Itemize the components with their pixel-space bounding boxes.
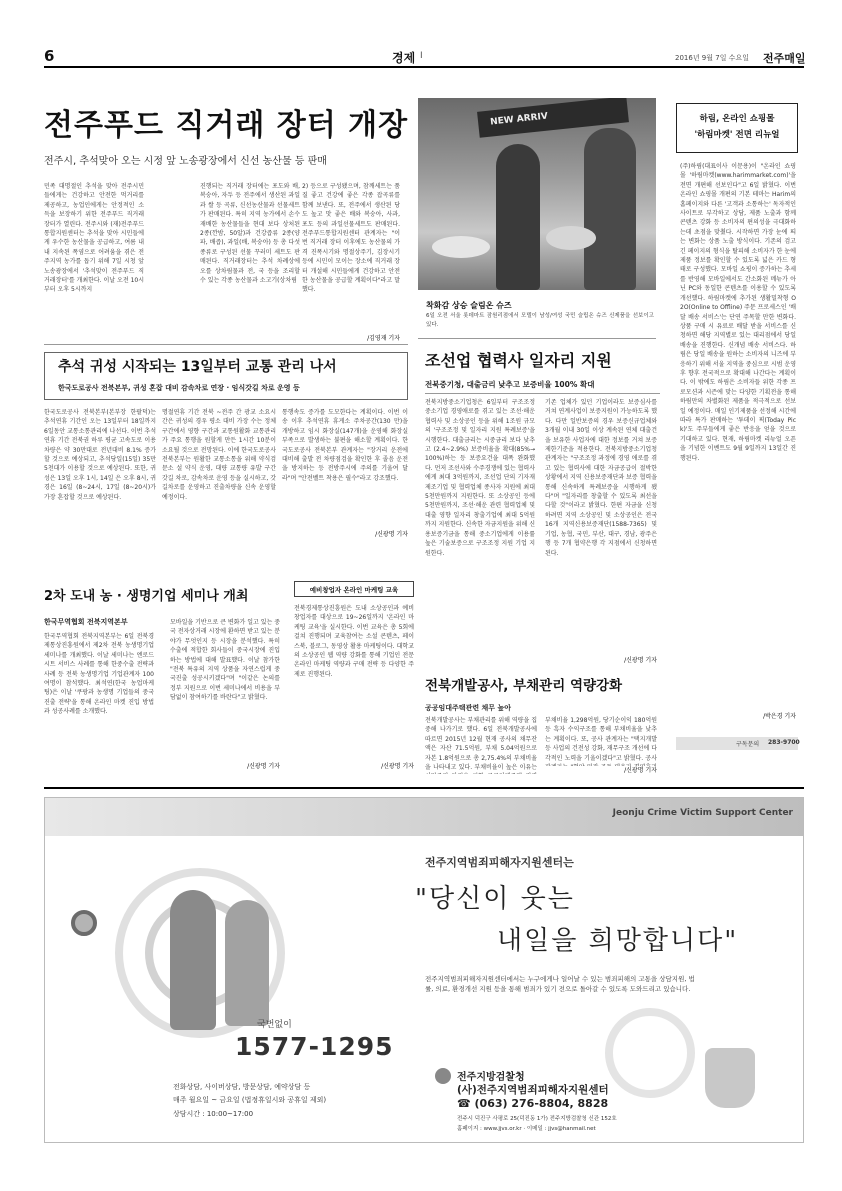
- public-byline: /신광명 기자: [624, 767, 657, 774]
- side-title-1: 하림, 온라인 쇼핑몰: [699, 114, 775, 124]
- seminar-col-1: 한국무역협회 전북지역본부는 6일 전북경제통상진흥원에서 제2차 전북 농생명기업 세미나를 개최했다. 이날 세미나는 엔로드시트 서비스 사례를 통해 한중수출 전략과 사례 등 전북 농생명기업 기업관계자 100여명이 참석했다. 최석연(한국 농업마케팅)은 이날 '쿠팡과 농생명 기업들의 중국 진출 전략'을 통해 온라인 마켓 진입 방법과 성공사례를 소개했다.: [44, 633, 154, 716]
- page-number: 6: [44, 47, 55, 65]
- traffic-col-1: 한국도로공사 전북본부(본부장 한팔덕)는 추석연휴 기간인 오는 13일부터 18일까지 6일동안 교통소통관리에 나선다. 이번 추석연휴 기간 전북권 하루 평균 고속도로 이용차량은 약 30만대로 전년대비 8.1% 증가할 것으로 예상되고, 추석당일(15일) 35만5천대가 이용할 것으로 예상된다. 또한, 귀성은 13일 오후 1시, 14일 은 오후 8시, 귀경은 16일 (8~24시, 17일 (8~20시)가 가장 혼잡할 것으로 예상된다.: [44, 409, 156, 501]
- ad-intro: 전주지역범죄피해자지원센터는: [425, 856, 574, 869]
- news-photo: [418, 98, 656, 290]
- shoe-1: [432, 236, 490, 258]
- ad-separator: [44, 787, 804, 789]
- photo-caption: 6일 오전 서울 롯데마트 잠원리점에서 모델이 남성/여성 국민 슬립온 슈즈 신제품을 선보이고 있다.: [426, 313, 654, 329]
- lead-col-3: 2) 등으로 구성됐으며, 참깨세트는 품질 좋고 건강에 좋은 각종 잡곡류를 함께 보낸다. 또, 전주에서 생산된 당도 높고 맛 좋은 배와 복숭아, 사과, 포도 등의 과일선물세트도 판매된다. 전주푸드통합지원센터 관계자는 "이번 직거래 장터 이후에도 농산물의 가격 진폭시기와 명절상주기, 김장시기 등에 시민이 모이는 장소에 직거래 장터 개설해 시민들에게 건강하고 안전한 농산물을 공급할 계획이다"라고 말했다.: [302, 183, 400, 294]
- job-headline: 조선업 협력사 일자리 지원: [425, 351, 612, 370]
- job-col-2: 기존 업체가 있던 기업이라도 보증심사를 거쳐 연계사업이 보증지원이 가능하도록 했다. 다만 일반보증의 경우 보증신규업체와 3개월 이내 30일 이상 계속된 연체 대출건을 보유한 사업자에 대한 정보를 거쳐 보증 제한기준을 적용한다. 전북지방중소기업청 관계자는 "구조조정 과정에 경영 애로를 겪고 있는 협력사에 대한 자금공급이 절박한 상황에서 지역 신용보증재단과 보증 협력을 통해 신속하게 특례보증을 시행하게 됐다"며 "일자리를 창출할 수 있도록 최선을 다할 것"이라고 밝혔다. 한편 자금을 신청하려면 지역 소상공인 및 소상공인은 전국 16개 지역신용보증재단(1588-7365) 및 기업, 농협, 국민, 부산, 대구, 경남, 광주은행 등 7개 협약은행 각 지점에서 신청하면 된다.: [545, 399, 657, 557]
- ad-quote-line-1: "당신이 웃는: [415, 884, 575, 914]
- section-mark: Ⅰ: [420, 51, 423, 61]
- photo-rule: [418, 338, 656, 339]
- hotline-label: 국번없이: [257, 1020, 292, 1030]
- service-days: 매주 월요일 ~ 금요일 (법정휴일시와 공휴일 제외): [173, 1096, 327, 1104]
- subscription-label: 구독문의: [736, 741, 760, 748]
- side-byline: /박은경 기자: [763, 713, 796, 720]
- child-girl: [225, 900, 269, 1026]
- traffic-byline: /신광명 기자: [375, 531, 408, 538]
- side-text: (주)하림(대표이사 이문용)이 "온라인 쇼핑몰 '하림마켓(www.harimmarket.com)'을 전면 개편해 선보인다"고 6일 밝혔다. 이번 온라인 쇼핑몰 개편의 기본 테마는 Harim의 홈페이지와 다른 '고객과 소통하는' 독자적인 사이트로 부각하고 상담, 제품 노출과 함께 콘텐츠 강화 등 소비자의 편의성을 극대화하는데 초점을 맞췄다. 시작하면 가장 눈에 띄는 변화는 상품 노출 방식이다. 기존의 검고 긴 페이지의 형식을 탈피해 소비자가 한 눈에 제품 정보를 확인할 수 있도록 넓은 카드 형태로 구성했다. 모바일 쇼핑이 증가하는 추세를 반영해 모바일에서도 간소화된 메뉴가 아닌 PC와 동일한 콘텐츠를 이용할 수 있도록 개선했다. 하림마켓에 추가된 생활밀착형 O2O(Online to Offline) 주문 프로세스인 '배달 배송 서비스'는 단연 주목할 만한 변화다. 상품 구매 시 유료로 배달 받을 서비스를 신청하면 해당 지역별로 있는 대리점에서 당일 배송을 진행한다. 신개념 배송 서비스다. 하림은 당일 배송을 원하는 소비자의 니즈에 부응하기 위해 서울 지역을 중심으로 시범 운영 후 향후 전국적으로 확대해 나간다는 계획이다. 이 밖에도 하림은 소비자들 위한 각종 프로모션과 시즌에 맞는 다양한 기획전을 통해 하림만의 차별화된 제품을 적극적으로 선보일 예정이다. 매일 인기제품을 선정해 시간에 따라 특가 판매하는 '투데이 픽(Today Pick)'도 주부들에게 좋은 반응을 얻을 것으로 기대하고 있다. 현재, 하림마켓 리뉴얼 오픈을 기념한 이벤트도 9월 9일까지 13일간 진행된다.: [680, 163, 796, 462]
- hotline-number: 1577-1295: [235, 1032, 394, 1061]
- seminar-col-2: 모바일을 기반으로 큰 변화가 일고 있는 중국 전자상거래 시장에 환하면 받고 있는 분야가 무엇인지 등 시장을 분석했다. 특히 수출에 적합한 회사들이 중국시장에 진입하는 방법에 대해 발표했다. 이날 참가한 "전북 특유의 지역 상품을 자연스럽게 중국진출 성공시키겠다"며 "이같은 논의를 정부 지원으로 이번 세미나에서 비용을 부담없이 참여하기를 바란다"고 밝혔다.: [170, 619, 280, 702]
- lead-col-1: 민족 대명절인 추석을 맞아 전주시민들에게는 건강하고 안전한 먹거리를 제공하고, 농업인에게는 안정적인 소득을 보장하기 위한 전주푸드 직거래장터가 열린다. 전주시와 (재)전주푸드통합지원센터는 추석을 맞아 시민들에게 우수한 농산물을 공급하고, 여름 내내 지속된 폭염으로 어려움을 겪은 전주지역 농가를 돕기 위해 7일 시청 앞 노송광장에서 '추석맞이 전주푸드 직거래장터'를 개최한다. 이날 오전 10시부터 오후 5시까지: [44, 183, 144, 294]
- marketing-byline: /신광명 기자: [381, 763, 414, 770]
- ad-ring-3: [605, 1008, 695, 1098]
- marketing-title: 예비창업자 온라인 마케팅 교육: [309, 586, 399, 594]
- traffic-subhead: 한국도로공사 전북본부, 귀성 혼잡 대비 감속차로 연장 · 임식갓길 차로 운영 등: [58, 384, 300, 392]
- public-col-1: 전북개발공사는 부채관리를 위해 역량을 집중해 나가기로 했다. 6일 전북개발공사에 따르면 2015년 12월 현재 공사의 채무잔액은 자산 71.5억원, 부채 5.04억원으로 자본 1.8억원으로 총 2,75.4%의 부채비율을 나타내고 있다. 부채비율이 높은 이유는: [425, 717, 537, 772]
- photo-caption-title: 착화감 상승 슬림온 슈즈: [426, 301, 512, 310]
- lead-col-2: 진행되는 직거래 장터에는 포도와 배, 복숭아, 자두 등 전주에서 생산된 과일과 쌀 등 곡류, 신선농산물과 선물세트가 판매된다. 특히 지역 농가에서 손수 재배한 농산물들을 현대 보다 상처된 2종(깐밤, 50알)과 건강즙류 2종(양파, 배즙), 과일(배, 복숭아) 등 총 다섯 종류로 구성된 선물 꾸러미 세트도 판매된다. 직거래장터는 추석 차례상에 오를 상차림물과 전, 국 등을 조리할 수 있는 각종 농산물과 소고기(상차림: [200, 183, 300, 285]
- traffic-top-rule: [44, 344, 408, 345]
- header-rule: [44, 66, 804, 68]
- lead-subhead: 전주시, 추석맞아 오는 시정 앞 노송광장에서 신선 농산물 등 판매: [44, 156, 327, 167]
- service-hours: 상담시간 : 10:00~17:00: [173, 1110, 254, 1118]
- seminar-byline: /신광명 기자: [247, 763, 280, 770]
- subscription-phone: 283-9700: [768, 739, 800, 746]
- ad-banner: [44, 797, 804, 1143]
- job-rule: [425, 393, 660, 394]
- store-sign-text: NEW ARRIV: [489, 111, 549, 128]
- seminar-subhead: 한국무역협회 전북지역본부: [44, 618, 128, 626]
- lead-headline: 전주푸드 직거래 장터 개장: [44, 108, 409, 143]
- side-title-2: '하림마켓' 전면 리뉴얼: [694, 130, 780, 140]
- traffic-col-2: 명절연휴 기간 전북 ~전주 간 광교 소요시간은 귀성의 경우 평소 대비 가장 수는 정체 구간에서 영향 구간과 교통원활화 교통관리가 주요 통행을 원할게 만든 1시간 10분이 소요될 것으로 전망된다. 이에 한국도로공사 전북본부는 원활한 교통소통을 위해 약식검문소 설 약식 운영, 대량 교통량 유발 구간 갓길 차로, 감속차로 운영 등을 실시하고, 갓길차로를 운영하고 진출차량을 신속 운영할 예정이다.: [162, 409, 276, 501]
- service-types: 전화상담, 사이버상담, 방문상담, 예약상담 등: [173, 1083, 311, 1091]
- traffic-col-3: 통행속도 증가를 도모한다는 계획이다. 이번 이송 이후 추석연휴 휴게소 주차공간(130 만)을 개방하고 임시 화장실(147개)을 운영해 화장실 부족으로 발생하는 불편을 해소할 계획이다. 한국도로공사 전북본부 관계자는 "장거리 운전에 대비해 출발 전 차량점검을 확인한 후 졸음 운전을 방지하는 등 전방주시에 주의를 기울여 달라"며 "안전벨트 착용은 필수"라고 강조했다.: [282, 409, 408, 482]
- org-web[interactable]: 홈페이지 : www.jjvs.or.kr · 이메일 : jjvs@hanmail.net: [457, 1126, 596, 1132]
- org-phone: ☎ (063) 276-8804, 8828: [457, 1097, 609, 1110]
- model-female: [496, 144, 540, 290]
- ad-quote-line-2: 내일을 희망합니다": [497, 926, 739, 956]
- flower-pot-icon: [705, 1048, 755, 1108]
- org-address: 전주시 덕진구 사평로 25(덕진동 1가) 전주지방검찰청 신관 152호: [457, 1116, 617, 1122]
- job-byline: /신광명 기자: [624, 657, 657, 664]
- child-boy: [170, 890, 216, 1030]
- lead-byline: /김영재 기자: [367, 335, 400, 342]
- section-name: 경제: [392, 51, 416, 65]
- paper-name: 전주매일: [763, 52, 806, 65]
- public-col-2: 부채비율 1,298억원, 당기순이익 180억원 등 흑자 수익구조를 통해 부채비율을 낮추는 계획이다. 또, 공사 관계자는 "택지개발 등 사업의 건전성 강화, 재무구조 개선에 다각적인 노력을 기울이겠다"고 밝혔다. 공사: [545, 717, 657, 762]
- shoe-2: [546, 226, 596, 250]
- public-subhead: 공공임대주택관련 채무 높아: [425, 704, 512, 712]
- issue-date: 2016년 9월 7일 수요일: [675, 54, 749, 62]
- marketing-text: 전북경제통상진흥원은 도내 소상공인과 예비창업자를 대상으로 19~26일까지 '온라인 마케팅 교육'을 실시한다. 이번 교육은 총 5회에 걸쳐 진행되며 교육참여는 소설 콘텐츠, 페이스북, 블로그, 동영상 활용 마케팅이다. 대학교의 소상공인 웹 역량 강화를 통해 기업인 전문 온라인 마케팅 역량과 구매 전략 등 다양한 주제로 진행된다.: [294, 605, 414, 678]
- traffic-headline: 추석 귀성 시작되는 13일부터 교통 관리 나서: [58, 359, 337, 375]
- org-center: (사)전주지역범죄피해자지원센터: [457, 1084, 609, 1096]
- public-headline: 전북개발공사, 부채관리 역량강화: [425, 678, 623, 694]
- sunflower-icon: [71, 910, 97, 936]
- job-col-1: 전북지방중소기업청은 6일부터 구조조정 중소기업 경영애로를 겪고 있는 조선·해운 협력사 및 소상공인 등을 위해 1조원 규모의 '구조조정 및 일자리 지원 특례보증'을 시행한다. 대출금리는 시중금리 보다 낮추고 (2.4~2.9%) 보증비율을 확대(85%→100%)하는 등 보증요건을 대폭 완화했다. 먼저 조선사와 수주경쟁에 있는 협력사에게 최대 3억원까지, 조선업 단의 기자재 제조기업 및 협력업체 종사자 지원에 최대 5천만원까지 지원한다. 또 소상공인 등에 5천만원까지, 조선·해운 관련 협력업체 및 대출 영향 일자리 창출기업에 최대 5억원까지 지원한다. 신속한 자금지원을 위해 신용보증기금을 통해 중소기업에게 이용률 높은 기술보증으로 구조조정 지원 기업 지원한다.: [425, 399, 535, 557]
- seminar-headline: 2차 도내 농 · 생명기업 세미나 개최: [44, 589, 249, 604]
- org-prosecutor: 전주지방검찰청: [457, 1072, 525, 1083]
- ad-center-en: Jeonju Crime Victim Support Center: [612, 808, 793, 818]
- prosecutor-logo-icon: [435, 1068, 451, 1084]
- ad-description: 전주지역범죄피해자지원센터에서는 누구에게나 일어날 수 있는 범죄피해의 고통을 상담지원, 법률, 의료, 환경개선 지원 등을 통해 범죄가 있기 전으로 돌아갈 수 있도록 도와드리고 있습니다.: [425, 975, 695, 993]
- model-male: [584, 128, 636, 290]
- job-subhead: 전북중기청, 대출금리 낮추고 보증비율 100% 확대: [425, 380, 595, 389]
